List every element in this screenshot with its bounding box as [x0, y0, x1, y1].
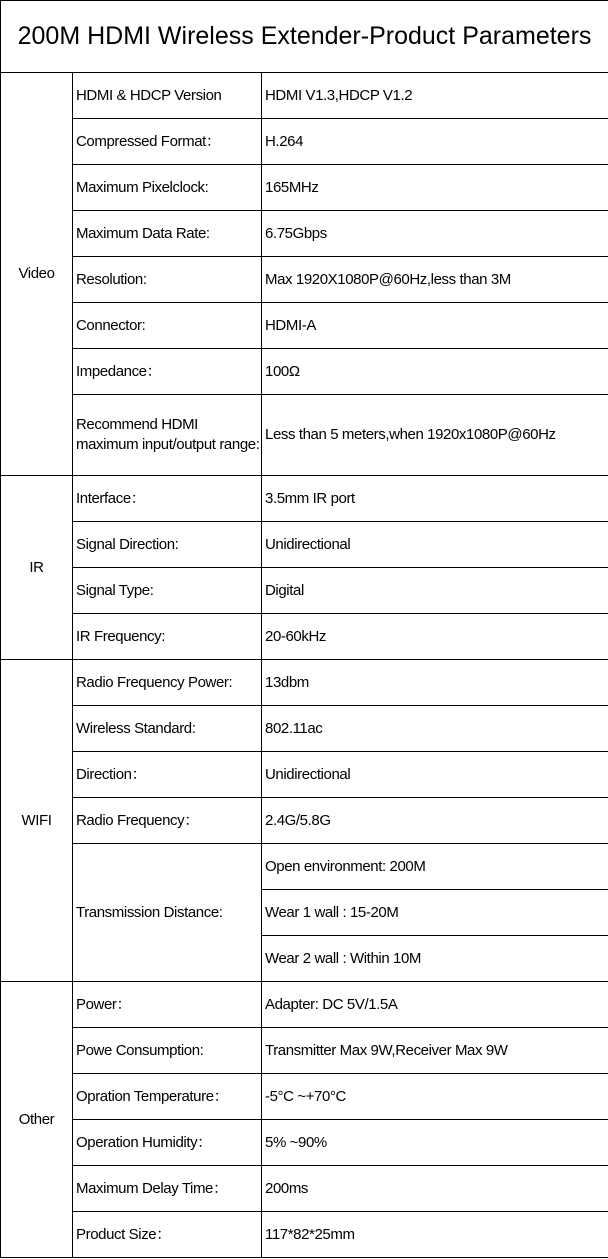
param-label: Maximum Data Rate:: [73, 211, 262, 257]
param-value: Transmitter Max 9W,Receiver Max 9W: [262, 1028, 608, 1074]
param-label: Direction：: [73, 752, 262, 798]
param-label: Signal Direction:: [73, 522, 262, 568]
param-value: Wear 1 wall : 15-20M: [262, 890, 608, 936]
param-label: Recommend HDMI maximum input/output range:: [73, 395, 262, 476]
param-value: 20-60kHz: [262, 614, 608, 660]
param-label-transmission-distance: Transmission Distance:: [73, 844, 262, 982]
param-label: Powe Consumption:: [73, 1028, 262, 1074]
category-ir: IR: [1, 476, 73, 660]
param-value: Unidirectional: [262, 522, 608, 568]
param-label: HDMI & HDCP Version: [73, 73, 262, 119]
table-title: 200M HDMI Wireless Extender-Product Parameters: [1, 1, 608, 73]
param-value: 3.5mm IR port: [262, 476, 608, 522]
param-value: 5% ~90%: [262, 1120, 608, 1166]
param-label: Product Size：: [73, 1212, 262, 1258]
param-value: Max 1920X1080P@60Hz,less than 3M: [262, 257, 608, 303]
param-value: Unidirectional: [262, 752, 608, 798]
param-label: Wireless Standard:: [73, 706, 262, 752]
param-label: Interface：: [73, 476, 262, 522]
param-value: Digital: [262, 568, 608, 614]
param-value: Wear 2 wall : Within 10M: [262, 936, 608, 982]
param-label: Radio Frequency Power:: [73, 660, 262, 706]
param-value: Less than 5 meters,when 1920x1080P@60Hz: [262, 395, 608, 476]
param-value: Open environment: 200M: [262, 844, 608, 890]
category-wifi: WIFI: [1, 660, 73, 982]
param-label: Signal Type:: [73, 568, 262, 614]
param-label: Maximum Delay Time：: [73, 1166, 262, 1212]
category-other: Other: [1, 982, 73, 1258]
param-label: Opration Temperature：: [73, 1074, 262, 1120]
param-value: 2.4G/5.8G: [262, 798, 608, 844]
param-label: Compressed Format：: [73, 119, 262, 165]
param-label: IR Frequency:: [73, 614, 262, 660]
param-label: Maximum Pixelclock:: [73, 165, 262, 211]
param-label: Power：: [73, 982, 262, 1028]
param-value: 100Ω: [262, 349, 608, 395]
param-value: -5°C ~+70°C: [262, 1074, 608, 1120]
param-value: 6.75Gbps: [262, 211, 608, 257]
param-value: 165MHz: [262, 165, 608, 211]
param-value: 200ms: [262, 1166, 608, 1212]
param-value: Adapter: DC 5V/1.5A: [262, 982, 608, 1028]
param-value: HDMI V1.3,HDCP V1.2: [262, 73, 608, 119]
param-label: Radio Frequency：: [73, 798, 262, 844]
param-value: H.264: [262, 119, 608, 165]
param-value: 117*82*25mm: [262, 1212, 608, 1258]
param-label: Resolution:: [73, 257, 262, 303]
param-label: Connector:: [73, 303, 262, 349]
param-label: Impedance：: [73, 349, 262, 395]
param-value: HDMI-A: [262, 303, 608, 349]
param-label: Operation Humidity：: [73, 1120, 262, 1166]
param-value: 802.11ac: [262, 706, 608, 752]
param-value: 13dbm: [262, 660, 608, 706]
category-video: Video: [1, 73, 73, 476]
